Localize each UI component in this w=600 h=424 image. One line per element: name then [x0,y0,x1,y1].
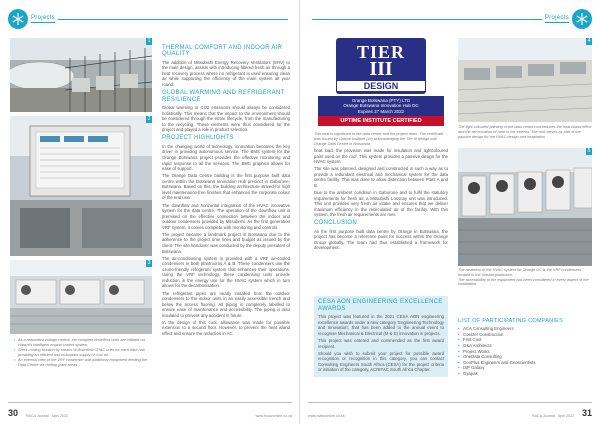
tier-word: TIER [356,42,405,62]
issue-date: April 2022 [557,414,574,418]
section-label: Projects [544,15,569,21]
caption-text: The neatness of the HVAC system for Orange DC is the VRF condensers located in the outside plantroom. [458,268,582,277]
badge-caption: This seal is significant to the data centre and the project team. The certificate was issued by Uptime Institute (UI) acknowledging the Tier III design with Orange Data Centre in Botswana. [314,132,444,146]
paragraph: In the design of this cool, allowance was made for possible extension to a second floor. However, to prevent the heat island effect and ensure the reduction in AC [162,319,290,336]
heading-conclusion: CONCLUSION [314,220,358,227]
caption-item: • An external view of the VRF condenser and additional equipment feeding the Data Centre via rooftop plant areas. [14,358,152,368]
right-page [300,0,600,424]
caption-item: • Sleek cooling solution by means of downflow CRAC units for each data hall, providing an efficient and redundant supply of cool air. [14,348,152,358]
participant-item: • Gyapak [458,371,592,377]
tier-roman: III [369,58,393,80]
paragraph: The downflow and horizontal integration of the HVAC innovative system for the data centre. The operation of the downflow unit is premised on the effective connection between the indoor and outdoor condensers provided by Mitsubishi. As the first generation VRF system, it comes complete with monitoring and controls. [162,202,290,230]
header-rule [58,19,288,20]
photo-roof-plant [10,260,152,334]
right-footer [308,408,592,418]
paragraph: This project was entered and commended as the first award recipient. [318,337,444,349]
badge-owner-line: Orange Botswana Innovation Hub DC [343,103,419,109]
page-number: 30 [8,408,19,418]
right-page-header [312,8,592,30]
participant-item: • Project Works [458,349,592,355]
photo-outdoor-condensers [10,38,152,112]
paragraph: The Orange Data Centre building is the first purpose built data centre within the Botswana Innovation Hub precinct in Gaborone, Botswana. Based on this, the building architecture strived for high level maintenance-free finishes that enhances the corporate colour of the end user. [162,173,290,201]
paragraph: The air-conditioning system is provided with a VRF air-cooled condensers in both plantrooms A & B. These condensers use the ozone-friendly refrigerant system that enhances their operations. Using the VRF technology, these condensing units provide reduction in the energy use for the HVAC system which in turn allows for the decarbonisation. [162,255,290,289]
participant-item: • OneData Consulting [458,354,592,360]
issue-date: April 2022 [51,414,68,418]
paragraph: The refrigerant pipes are neatly installed from the outdoor condensers to the indoor units in an easily accessible trench and below the access flooring. All piping is completely labelled to ensure ease of maintenance and accessibility. The piping is also insulated to prevent any accident in future. [162,290,290,318]
award-heading: CESA AON ENGINEERING EXCELLENCE AWARDS [318,299,443,312]
participants-title: LIST OF PARTICIPATING COMPANIES [458,318,564,324]
paragraph: As the first purpose built data centre by Orange in Botswana, the project has become a reference point for success within the Orange Group globally. The team had thus established a framework for development. [314,228,448,251]
paragraph: heat load, the provision was made for insulation and lightcoloured paint used on the roof. This system provides a passive design for the HVAC system. [314,148,448,165]
paragraph: Should you wish to submit your project for possible award recognition or recognition in this category, you can contact Consulting Engineers South Africa (CESA) for the project criteria or initiation of the category, ACRIFAC South Africa Chapter. [318,350,444,373]
photo-number-tag: 2 [147,116,151,122]
snowflake-icon [8,9,28,29]
participant-item: • Coetzer Construction [458,332,592,338]
participant-item: • G&A Architects [458,343,592,349]
footer-rule [8,402,292,403]
participant-item: • ISP Galaxy [458,365,592,371]
page-number: 31 [581,408,592,418]
uptime-institute-banner: UPTIME INSTITUTE CERTIFIED [318,116,444,126]
caption-text: The accessibility of the equipment has been considered in every aspect of the installation. [458,277,589,287]
participants-list [458,318,592,377]
roof-caption: The light-coloured painting of the data centre roof reduces the heat island effect and the recirculation of heat to the exterior. The roof serves as part of the passive design for the HVAC design and installation. [458,125,592,139]
footer-url: www.hvacronline.co.za [255,414,292,418]
badge-owner-block [318,96,444,116]
right-article-column [314,148,448,253]
magazine-name: RACA Journal [532,414,555,418]
photo-bms-panel [10,116,152,256]
photo-data-centre-roof [458,38,592,122]
badge-owner-line: Orange Botswana (PTY) LTD [351,98,411,103]
section-label: Projects [31,15,56,21]
caption-item: • As a redundant voltage control, the complete downflow units are inflated via Hitachi's intelligent engine control system. [14,338,152,348]
paragraph: The project became a landmark project in Botswana due to the adherence to the project time lines and budget as issued by the client. The site handover was conducted by the deputy president of Botswana. [162,231,290,254]
photo-vrf-condensers [458,148,592,266]
participant-item: • First Cool [458,337,592,343]
left-footer [8,408,292,418]
paragraph: Due to the ambient condition in Gaborone and to fulfil the statutory requirements for fresh air, a Mitsubishi Lossnay unit was introduced. This unit provides very fresh air intake and ensures that we deliver maximum efficiency in the recirculated air of the facility. With this system, the fresh air requirements are met. [314,190,448,218]
photo-number-tag: 1 [147,38,151,44]
paragraph: The site was planned, designed and constructed in such a way as to provide a redundant electrical and mechanical system for the data centre facility. This was done to allow distinction between Plant A and B. [314,166,448,188]
paragraph: The addition of Mitsubishi Energy Recovery Ventilators (ERV) to the main design, assists with introducing filtered fresh air through a heat recovery process where no refrigerant is used ensuring clean air while supporting the efficiency of the main system all year round. [162,59,290,87]
left-page-header [8,8,288,30]
photo-number-tag: 3 [147,260,151,266]
paragraph: In the changing world of technology, innovation becomes the key driver in providing autonomous service. The BMS system for the Orange Botswana project provides the effective monitoring and rapid response to all the services. The BMS graphics allows for ease of support. [162,143,290,172]
magazine-name: RACA Journal [26,414,49,418]
paragraph: Global warming or CO2 emissions should always be considered holistically. This means that the impact to the environment should be considered through the entire lifecycle, from the manufacturing to the recycling. These elements were thus considered for the project and played a role in product selection. [162,105,290,133]
heading-thermal-comfort: THERMAL COMFORT AND INDOOR AIR QUALITY [162,44,283,58]
snowflake-icon [572,9,592,29]
left-article-column [162,42,290,338]
heading-global-warming: GLOBAL WARMING AND REFRIGERANT RESILIENCE [162,89,285,103]
header-rule [312,19,542,20]
paragraph: This project was featured in the 2021 CESA AON engineering excellence awards under a new category 'Engineering Technology and Innovation', that has been added to the annual event to recognise Mechanical & Electrical (M & E) innovation in projects. [318,314,444,336]
participant-item: • GeoPlus Engineers and Geoscientists [458,360,592,366]
award-box [314,296,448,377]
left-captions [14,338,152,369]
design-label: DESIGN [336,80,426,92]
footer-rule [308,402,592,403]
footer-url: www.hvacronline.co.za [308,414,345,418]
photo-number-tag: 5 [587,148,591,154]
photo-number-tag: 4 [587,38,591,44]
participant-item: • ACA Consulting Engineers [458,326,592,332]
condenser-captions [458,268,592,287]
badge-expiry: Expires 27 March 2022 [357,108,405,114]
heading-project-highlights: PROJECT HIGHLIGHTS [162,135,234,142]
tier-iii-certification-badge [314,38,448,130]
